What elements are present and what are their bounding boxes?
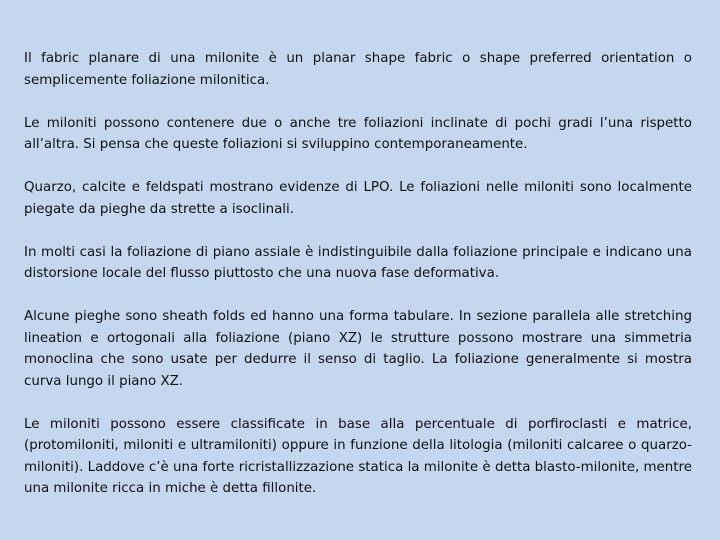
paragraph-classification: Le miloniti possono essere classificate in base alla percentuale di porfiroclasti e matrice, (protomiloniti, miloniti e ultramiloniti) oppure in funzione della litologia (miloniti calcaree o quarzo-miloniti). Laddove c’è una forte ricristallizzazione statica la milonite è detta blasto-milonite, mentre una milonite ricca in miche è detta fillonite.: [24, 416, 692, 496]
paragraph-planar-fabric: Il fabric planare di una milonite è un planar shape fabric o shape preferred orientation o semplicemente foliazione milonitica.: [24, 51, 692, 88]
paragraph-multiple-foliations: Le miloniti possono contenere due o anche tre foliazioni inclinate di pochi gradi l’una rispetto all’altra. Si pensa che queste foliazioni si sviluppino contemporaneamente.: [24, 115, 692, 152]
paragraph-sheath-folds: Alcune pieghe sono sheath folds ed hanno una forma tabulare. In sezione parallela alle stretching lineation e ortogonali alla foliazione (piano XZ) le strutture possono mostrare una simmetria monoclina che sono usate per dedurre il senso di taglio. La foliazione generalmente si mostra curva lungo il piano XZ.: [24, 309, 692, 389]
paragraph-lpo-folds: Quarzo, calcite e feldspati mostrano evidenze di LPO. Le foliazioni nelle miloniti sono localmente piegate da pieghe da strette a isoclinali.: [24, 180, 692, 217]
paragraph-axial-plane-foliation: In molti casi la foliazione di piano assiale è indistinguibile dalla foliazione principale e indicano una distorsione locale del flusso piuttosto che una nuova fase deformativa.: [24, 244, 692, 281]
slide-text-body: [24, 48, 692, 521]
